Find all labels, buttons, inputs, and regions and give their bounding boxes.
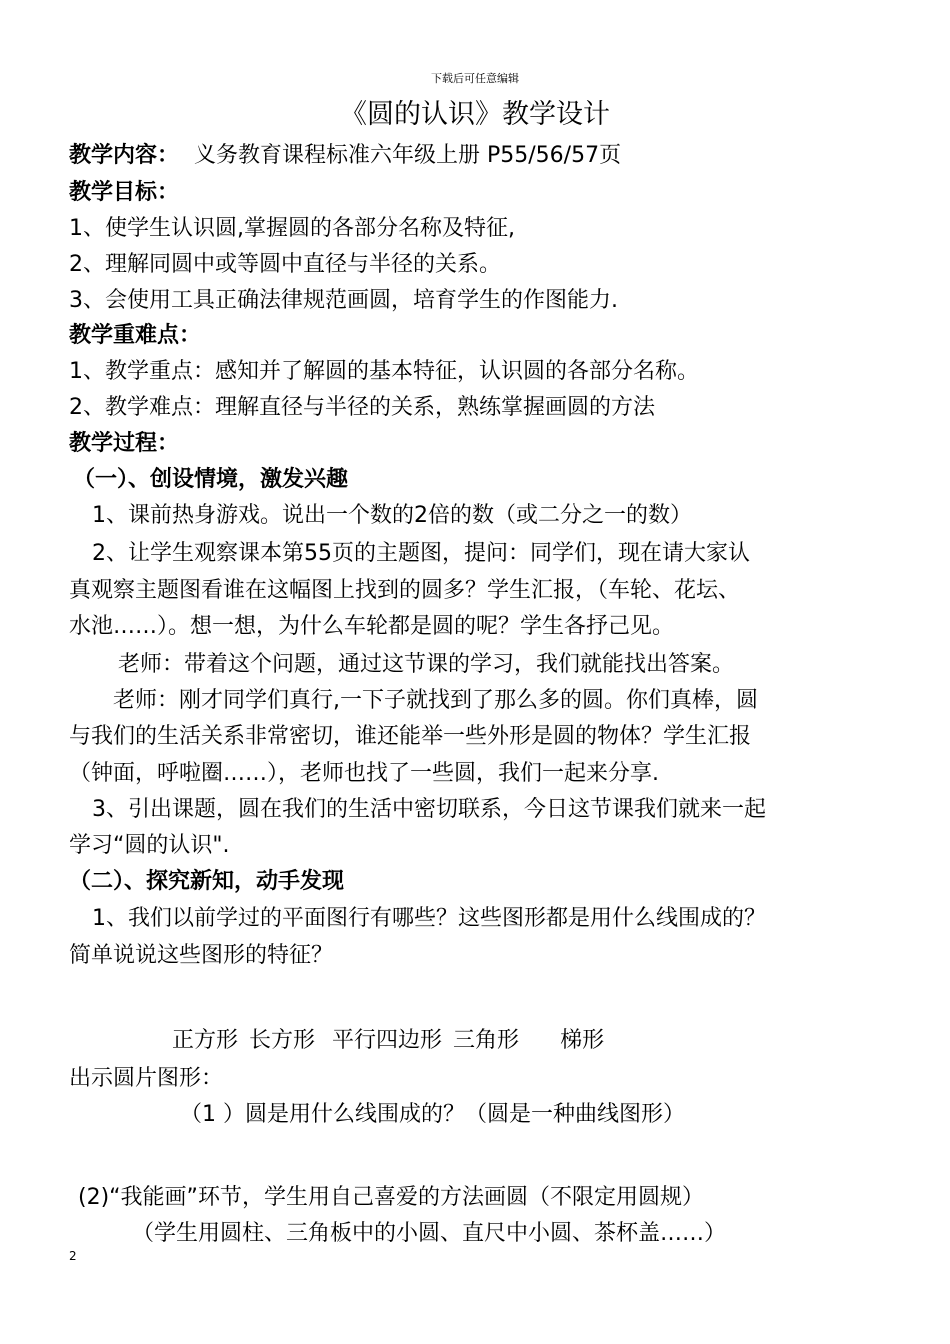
content-value: 义务教育课程标准六年级上册 P55/56/57页: [194, 143, 622, 168]
document-title: 《圆的认识》教学设计: [340, 99, 610, 130]
question-2: (2)“我能画”环节，学生用自己喜爱的方法画圆（不限定用圆规）: [78, 1185, 704, 1210]
objective-item: 2、理解同圆中或等圆中直径与半径的关系。: [69, 252, 501, 277]
question-2-note: （学生用圆柱、三角板中的小圆、直尺中小圆、茶杯盖……）: [132, 1221, 727, 1246]
section1-line: 老师：刚才同学们真行,一下子就找到了那么多的圆。你们真棒，圆: [113, 688, 758, 713]
shapes-row: [172, 1023, 604, 1054]
question-1: （1 ）圆是用什么线围成的？（圆是一种曲线图形）: [180, 1102, 685, 1127]
shape-label: 正方形: [172, 1028, 239, 1053]
section2-heading: （二）、探究新知，动手发现: [69, 869, 345, 894]
process-heading: 教学过程：: [69, 431, 180, 456]
section1-line: 1、课前热身游戏。说出一个数的2倍的数（或二分之一的数）: [92, 503, 692, 528]
show-label: 出示圆片图形：: [69, 1066, 224, 1091]
section1-line: 与我们的生活关系非常密切，谁还能举一些外形是圆的物体？学生汇报: [69, 724, 752, 749]
section1-line: 老师：带着这个问题，通过这节课的学习，我们就能找出答案。: [118, 652, 735, 677]
objectives-heading: 教学目标：: [69, 180, 180, 205]
shape-label: 平行四边形: [332, 1028, 443, 1053]
key-point-item: 1、教学重点：感知并了解圆的基本特征，认识圆的各部分名称。: [69, 359, 699, 384]
section1-line: 真观察主题图看谁在这幅图上找到的圆多？学生汇报，（车轮、花坛、: [69, 578, 741, 603]
shape-label: 梯形: [560, 1028, 605, 1053]
content-line: [69, 138, 621, 169]
key-point-item: 2、教学难点：理解直径与半径的关系，熟练掌握画圆的方法: [69, 395, 655, 420]
content-label: 教学内容：: [69, 143, 180, 168]
objective-item: 1、使学生认识圆,掌握圆的各部分名称及特征,: [69, 216, 515, 241]
page-number: 2: [69, 1249, 77, 1263]
shape-label: 三角形: [453, 1028, 520, 1053]
key-points-heading: 教学重难点：: [69, 323, 202, 348]
section1-line: 2、让学生观察课本第55页的主题图，提问：同学们，现在请大家认: [92, 541, 750, 566]
section1-heading: （一）、创设情境，激发兴趣: [73, 467, 349, 492]
section2-line: 1、我们以前学过的平面图行有哪些？这些图形都是用什么线围成的？: [92, 906, 766, 931]
section1-line: 学习“圆的认识".: [69, 833, 230, 858]
objective-item: 3、会使用工具正确法律规范画圆，培育学生的作图能力.: [69, 288, 618, 313]
section2-line: 简单说说这些图形的特征？: [69, 943, 334, 968]
section1-line: 3、引出课题，圆在我们的生活中密切联系，今日这节课我们就来一起: [92, 797, 766, 822]
header-note: 下载后可任意编辑: [431, 72, 519, 85]
section1-line: 水池……）。想一想，为什么车轮都是圆的呢？学生各抒己见。: [69, 614, 675, 639]
shape-label: 长方形: [249, 1028, 316, 1053]
section1-line: （钟面，呼啦圈……），老师也找了一些圆，我们一起来分享.: [69, 761, 659, 786]
